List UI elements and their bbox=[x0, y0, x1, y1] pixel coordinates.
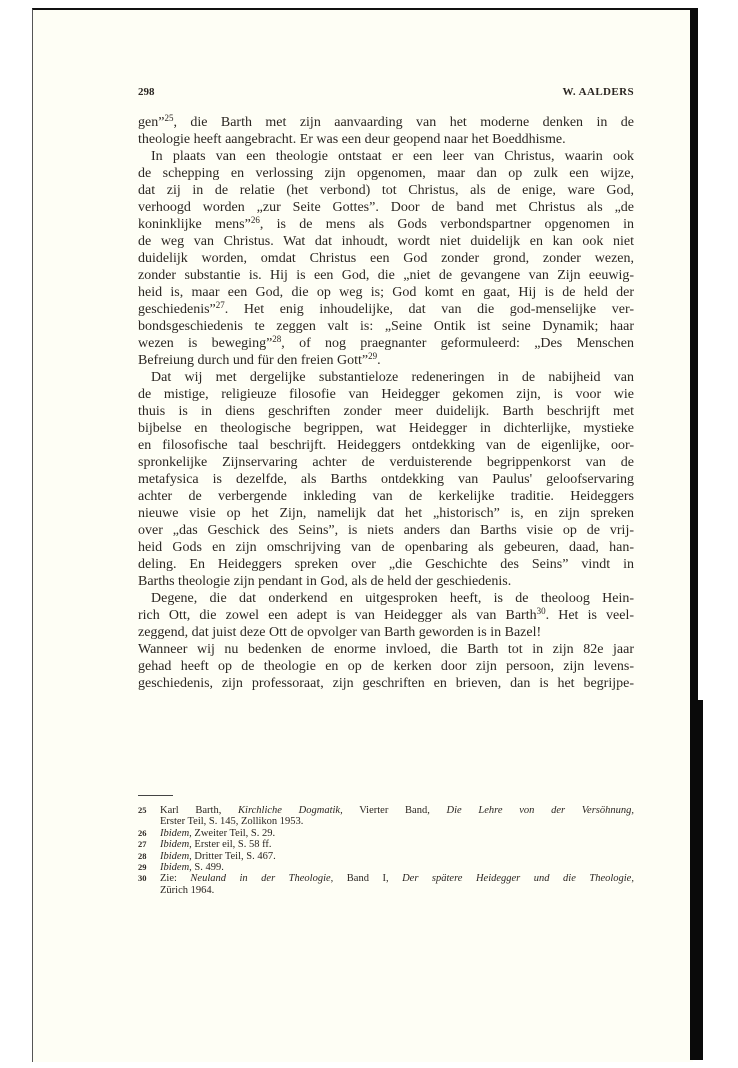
text-line bbox=[138, 505, 634, 522]
italic-title: Ibidem, bbox=[160, 827, 192, 839]
page-number: 298 bbox=[138, 86, 155, 98]
text-line bbox=[138, 420, 634, 437]
text-line bbox=[138, 165, 634, 182]
text-run: nieuwe visie op het Zijn, namelijk dat het „historisch” is, en zijn spreken bbox=[138, 506, 634, 521]
footnote bbox=[138, 805, 634, 828]
text-run: zeggend, dat juist deze Ott de opvolger van Barth geworden is in Bazel! bbox=[138, 625, 542, 640]
italic-title: Kirchliche Dogmatik, bbox=[238, 805, 343, 816]
footnote-number: 28 bbox=[138, 850, 147, 861]
text-line bbox=[138, 454, 634, 471]
text-run: gen” bbox=[138, 115, 165, 130]
text-line bbox=[138, 199, 634, 216]
paragraph bbox=[138, 148, 634, 369]
running-head-author: W. AALDERS bbox=[562, 86, 634, 98]
footnote-reference: 28 bbox=[272, 334, 282, 344]
text-run: Wanneer wij nu bedenken de enorme invloed, die Barth tot in zijn 82e jaar bbox=[138, 642, 634, 657]
footnote-reference: 25 bbox=[164, 113, 174, 123]
text-line bbox=[138, 318, 634, 335]
text-line bbox=[138, 131, 634, 148]
text-run: geschiedenis” bbox=[138, 302, 216, 317]
footnote-number: 29 bbox=[138, 862, 147, 873]
text-run: achter de verbergende inkleding van de kerkelijke traditie. Heideggers bbox=[138, 489, 634, 504]
text-line bbox=[138, 641, 634, 658]
text-run: In plaats van een theologie ontstaat er een leer van Christus, waarin ook bbox=[151, 149, 634, 164]
text-run: deling. En Heideggers spreken over „die Geschichte des Seins” vindt in bbox=[138, 557, 634, 572]
text-run: heid is, maar een God, die op weg is; God komt en gaat, Hij is de held der bbox=[138, 285, 634, 300]
italic-title: Ibidem, bbox=[160, 850, 192, 862]
text-line bbox=[138, 675, 634, 692]
text-line bbox=[138, 573, 634, 590]
text-run: koninklijke mens” bbox=[138, 217, 251, 232]
text-line bbox=[138, 437, 634, 454]
footnote-number: 26 bbox=[138, 827, 147, 838]
text-run: . Het is veel- bbox=[545, 608, 635, 623]
paragraph bbox=[138, 590, 634, 641]
text-run: over „das Geschick des Seins”, is niets anders dan Barths visie op de vrij- bbox=[138, 523, 634, 538]
italic-title: Neuland in der Theologie, bbox=[190, 873, 334, 885]
footnote-line bbox=[160, 873, 634, 884]
text-run: duidelijk worden, omdat Christus een God zonder grond, zonder wezen, bbox=[138, 251, 634, 266]
footnote-reference: 26 bbox=[250, 215, 260, 225]
footnote-line bbox=[160, 862, 634, 873]
text-run: Band I, bbox=[333, 873, 403, 885]
text-line bbox=[138, 233, 634, 250]
footnote bbox=[138, 828, 634, 839]
paragraph bbox=[138, 641, 634, 692]
footnote-line bbox=[160, 805, 634, 816]
text-run: bondsgeschiedenis te zeggen valt is: „Seine Ontik ist seine Dynamik; haar bbox=[138, 319, 634, 334]
text-run: wezen is beweging” bbox=[138, 336, 273, 351]
text-run: S. 499. bbox=[191, 862, 224, 874]
text-run: Erster Teil, S. 145, Zollikon 1953. bbox=[160, 816, 304, 828]
paragraph bbox=[138, 369, 634, 590]
text-run: en filosofische taal beschrijft. Heideggers ontdekking van de eigenlijke, oor- bbox=[138, 438, 634, 453]
footnote-number: 27 bbox=[138, 839, 147, 850]
scan-edge-shadow-lower bbox=[694, 700, 703, 1060]
text-run: spronkelijke Zijnservaring achter de verduisterende begrippenkorst van de bbox=[138, 455, 634, 470]
text-line bbox=[138, 216, 634, 233]
text-line bbox=[138, 556, 634, 573]
text-run: rich Ott, die zowel een adept is van Heidegger als van Barth bbox=[138, 608, 537, 623]
text-run: , die Barth met zijn aanvaarding van het moderne denken in de bbox=[173, 115, 634, 130]
text-line bbox=[138, 539, 634, 556]
text-run: theologie heeft aangebracht. Er was een deur geopend naar het Boeddhisme. bbox=[138, 132, 566, 147]
text-line bbox=[138, 624, 634, 641]
text-run: Zie: bbox=[160, 873, 191, 885]
text-run: Erster eil, S. 58 ff. bbox=[191, 839, 272, 851]
footnote-reference: 29 bbox=[368, 351, 378, 361]
text-run: . bbox=[377, 353, 381, 368]
body-text bbox=[138, 114, 634, 692]
text-line bbox=[138, 607, 634, 624]
text-line bbox=[138, 250, 634, 267]
text-run: Zürich 1964. bbox=[160, 884, 215, 896]
text-run: zonder substantie is. Hij is een God, die „niet de gevangene van Zijn eeuwig- bbox=[138, 268, 634, 283]
italic-title: Der spätere Heidegger und die Theologie, bbox=[402, 873, 634, 885]
footnote-line bbox=[160, 851, 634, 862]
text-line bbox=[138, 301, 634, 318]
text-run: . Het enig inhoudelijke, dat van die god-menselijke ver- bbox=[224, 302, 634, 317]
text-run: Dat wij met dergelijke substantieloze redeneringen in de nabijheid van bbox=[151, 370, 634, 385]
text-run: de weg van Christus. Wat dat inhoudt, wordt niet duidelijk en kan ook niet bbox=[138, 234, 634, 249]
text-run: de mistige, religieuze filosofie van Heidegger gekomen zijn, is voor wie bbox=[138, 387, 634, 402]
text-line bbox=[138, 335, 634, 352]
text-run: Befreiung durch und für den freien Gott” bbox=[138, 353, 369, 368]
text-line bbox=[138, 148, 634, 165]
footnotes bbox=[138, 805, 634, 896]
italic-title: Ibidem, bbox=[160, 839, 192, 851]
italic-title: Ibidem, bbox=[160, 862, 192, 874]
text-run: metafysica is dezelfde, als Barths ontdekking van Paulus' geloofservaring bbox=[138, 472, 634, 487]
text-run: heid Gods en zijn omschrijving van de openbaring als gebeuren, daad, han- bbox=[138, 540, 634, 555]
text-run: , of nog praegnanter geformuleerd: „Des Menschen bbox=[281, 336, 635, 351]
text-line bbox=[138, 590, 634, 607]
footnote bbox=[138, 839, 634, 850]
footnote-number: 30 bbox=[138, 873, 147, 884]
text-run: geschiedenis, zijn professoraat, zijn geschriften en brieven, dan is het begrijpe- bbox=[138, 676, 634, 691]
footnote-reference: 27 bbox=[215, 300, 225, 310]
footnote-line bbox=[160, 839, 634, 850]
text-line bbox=[138, 369, 634, 386]
footnote-line bbox=[160, 828, 634, 839]
footnote-reference: 30 bbox=[536, 606, 546, 616]
text-run: thuis is in diens geschriften zonder meer duidelijk. Barth beschrijft met bbox=[138, 404, 634, 419]
text-line bbox=[138, 267, 634, 284]
text-line bbox=[138, 284, 634, 301]
text-line bbox=[138, 471, 634, 488]
text-run: bijbelse en theologische begrippen, wat Heidegger in dichterlijke, mystieke bbox=[138, 421, 634, 436]
paragraph bbox=[138, 114, 634, 148]
text-run: Degene, die dat onderkend en uitgesproken heeft, is de theoloog Hein- bbox=[151, 591, 634, 606]
text-run: de schepping en verlossing zijn opgenomen, maar dan op zulk een wijze, bbox=[138, 166, 634, 181]
text-run: dat zij in de relatie (het verbond) tot Christus, als de enige, ware God, bbox=[138, 183, 634, 198]
text-line bbox=[138, 658, 634, 675]
text-line bbox=[138, 352, 634, 369]
running-header bbox=[138, 86, 634, 102]
text-run: Vierter Band, bbox=[342, 805, 447, 816]
text-line bbox=[138, 403, 634, 420]
text-run: Zweiter Teil, S. 29. bbox=[191, 827, 276, 839]
text-run: Karl Barth, bbox=[160, 805, 239, 816]
text-run: , is de mens als Gods verbondspartner opgenomen in bbox=[259, 217, 634, 232]
text-run: gehad heeft op de theologie en op de kerken door zijn persoon, zijn levens- bbox=[138, 659, 634, 674]
italic-title: Die Lehre von der Versöhnung, bbox=[446, 805, 635, 816]
footnote bbox=[138, 851, 634, 862]
footnote-rule bbox=[138, 795, 173, 796]
footnote-line bbox=[160, 816, 634, 827]
text-line bbox=[138, 114, 634, 131]
text-line bbox=[138, 386, 634, 403]
text-run: Barths theologie zijn pendant in God, als de held der geschiedenis. bbox=[138, 574, 512, 589]
text-line bbox=[138, 522, 634, 539]
text-run: Dritter Teil, S. 467. bbox=[191, 850, 276, 862]
footnote bbox=[138, 862, 634, 873]
footnote bbox=[138, 873, 634, 896]
footnote-number: 25 bbox=[138, 805, 147, 815]
text-run: verhoogd worden „zur Seite Gottes”. Door de band met Christus als „de bbox=[138, 200, 634, 215]
text-line bbox=[138, 488, 634, 505]
text-line bbox=[138, 182, 634, 199]
footnote-line bbox=[160, 885, 634, 896]
